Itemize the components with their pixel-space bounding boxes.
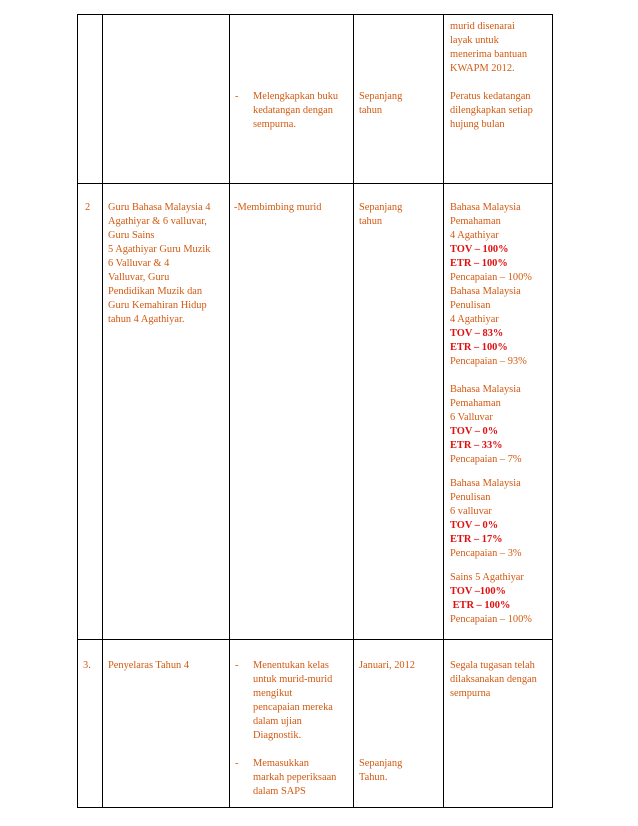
result-text: layak untuk	[450, 35, 499, 46]
officer-line: Valluvar, Guru	[108, 272, 170, 283]
subject-line: Bahasa Malaysia	[450, 286, 521, 297]
officer-line: Agathiyar & 6 valluvar,	[108, 216, 207, 227]
officer-line: 5 Agathiyar Guru Muzik	[108, 244, 211, 255]
subject-line: Bahasa Malaysia	[450, 384, 521, 395]
activity-cell	[230, 184, 354, 640]
subject-line: 6 Valluvar	[450, 412, 493, 423]
activity-line: Menentukan kelas	[253, 660, 329, 671]
officer-line: tahun 4 Agathiyar.	[108, 314, 185, 325]
time-text: tahun	[359, 105, 383, 116]
officer-cell	[103, 15, 230, 184]
time-text: Sepanjang	[359, 91, 403, 102]
officer-cell	[103, 640, 230, 808]
result-text: KWAPM 2012.	[450, 63, 515, 74]
result-text: Segala tugasan telah	[450, 660, 535, 671]
result-text: dilaksanakan dengan	[450, 674, 537, 685]
result-text: sempurna	[450, 688, 491, 699]
activity-cell	[230, 15, 354, 184]
etr-value: ETR – 100%	[450, 342, 508, 353]
bullet-dash: -	[235, 758, 239, 769]
activity-cell	[230, 640, 354, 808]
officer-line: Guru Kemahiran Hidup	[108, 300, 207, 311]
activity-line: dalam ujian	[253, 716, 302, 727]
time-cell	[354, 15, 444, 184]
number-cell	[78, 640, 103, 808]
activity-text: -Membimbing murid	[234, 202, 322, 213]
officer-line: Pendidikan Muzik dan	[108, 286, 203, 297]
time-text: tahun	[359, 216, 383, 227]
officer-line: 6 Valluvar & 4	[108, 258, 170, 269]
activity-line: sempurna.	[253, 119, 296, 130]
tov-value: TOV – 83%	[450, 328, 504, 339]
time-text: Sepanjang	[359, 758, 403, 769]
bullet-dash: -	[235, 660, 239, 671]
etr-value: ETR – 100%	[450, 258, 508, 269]
result-text: murid disenarai	[450, 21, 515, 32]
tov-value: TOV – 0%	[450, 426, 499, 437]
pencapaian-value: Pencapaian – 3%	[450, 548, 522, 559]
pencapaian-value: Pencapaian – 100%	[450, 614, 532, 625]
etr-value: ETR – 100%	[450, 600, 511, 611]
result-text: menerima bantuan	[450, 49, 528, 60]
activity-line: dalam SAPS	[253, 786, 306, 797]
tov-value: TOV –100%	[450, 586, 506, 597]
number-cell	[78, 15, 103, 184]
result-cell	[444, 184, 553, 640]
officer-line: Penyelaras Tahun 4	[108, 660, 190, 671]
result-cell	[444, 15, 553, 184]
result-text: dilengkapkan setiap	[450, 105, 533, 116]
time-text: Januari, 2012	[359, 660, 415, 671]
result-cell	[444, 640, 553, 808]
number-cell	[78, 184, 103, 640]
activity-line: markah peperiksaan	[253, 772, 337, 783]
result-text: hujung bulan	[450, 119, 505, 130]
officer-cell	[103, 184, 230, 640]
etr-value: ETR – 33%	[450, 440, 503, 451]
subject-line: 4 Agathiyar	[450, 314, 499, 325]
activity-line: pencapaian mereka	[253, 702, 333, 713]
etr-value: ETR – 17%	[450, 534, 503, 545]
bullet-dash: -	[235, 91, 239, 102]
activity-table	[77, 14, 553, 808]
pencapaian-value: Pencapaian – 100%	[450, 272, 532, 283]
tov-value: TOV – 100%	[450, 244, 509, 255]
subject-line: 4 Agathiyar	[450, 230, 499, 241]
table-row	[78, 640, 553, 808]
time-cell	[354, 184, 444, 640]
officer-line: Guru Sains	[108, 230, 155, 241]
subject-line: Bahasa Malaysia	[450, 202, 521, 213]
activity-line: kedatangan dengan	[253, 105, 333, 116]
row-number: 3.	[83, 660, 91, 671]
subject-line: Sains 5 Agathiyar	[450, 572, 524, 583]
subject-line: Pemahaman	[450, 216, 501, 227]
subject-line: Pemahaman	[450, 398, 501, 409]
time-text: Sepanjang	[359, 202, 403, 213]
pencapaian-value: Pencapaian – 93%	[450, 356, 527, 367]
subject-line: Penulisan	[450, 300, 491, 311]
activity-line: Melengkapkan buku	[253, 91, 339, 102]
activity-line: untuk murid-murid	[253, 674, 333, 685]
activity-line: Diagnostik.	[253, 730, 302, 741]
tov-value: TOV – 0%	[450, 520, 499, 531]
subject-line: Bahasa Malaysia	[450, 478, 521, 489]
table-row	[78, 184, 553, 640]
time-text: Tahun.	[359, 772, 388, 783]
row-number: 2	[85, 202, 91, 213]
time-cell	[354, 640, 444, 808]
result-text: Peratus kedatangan	[450, 91, 531, 102]
pencapaian-value: Pencapaian – 7%	[450, 454, 522, 465]
table-row	[78, 15, 553, 184]
subject-line: 6 valluvar	[450, 506, 492, 517]
activity-line: Memasukkan	[253, 758, 309, 769]
activity-line: mengikut	[253, 688, 293, 699]
subject-line: Penulisan	[450, 492, 491, 503]
officer-line: Guru Bahasa Malaysia 4	[108, 202, 211, 213]
